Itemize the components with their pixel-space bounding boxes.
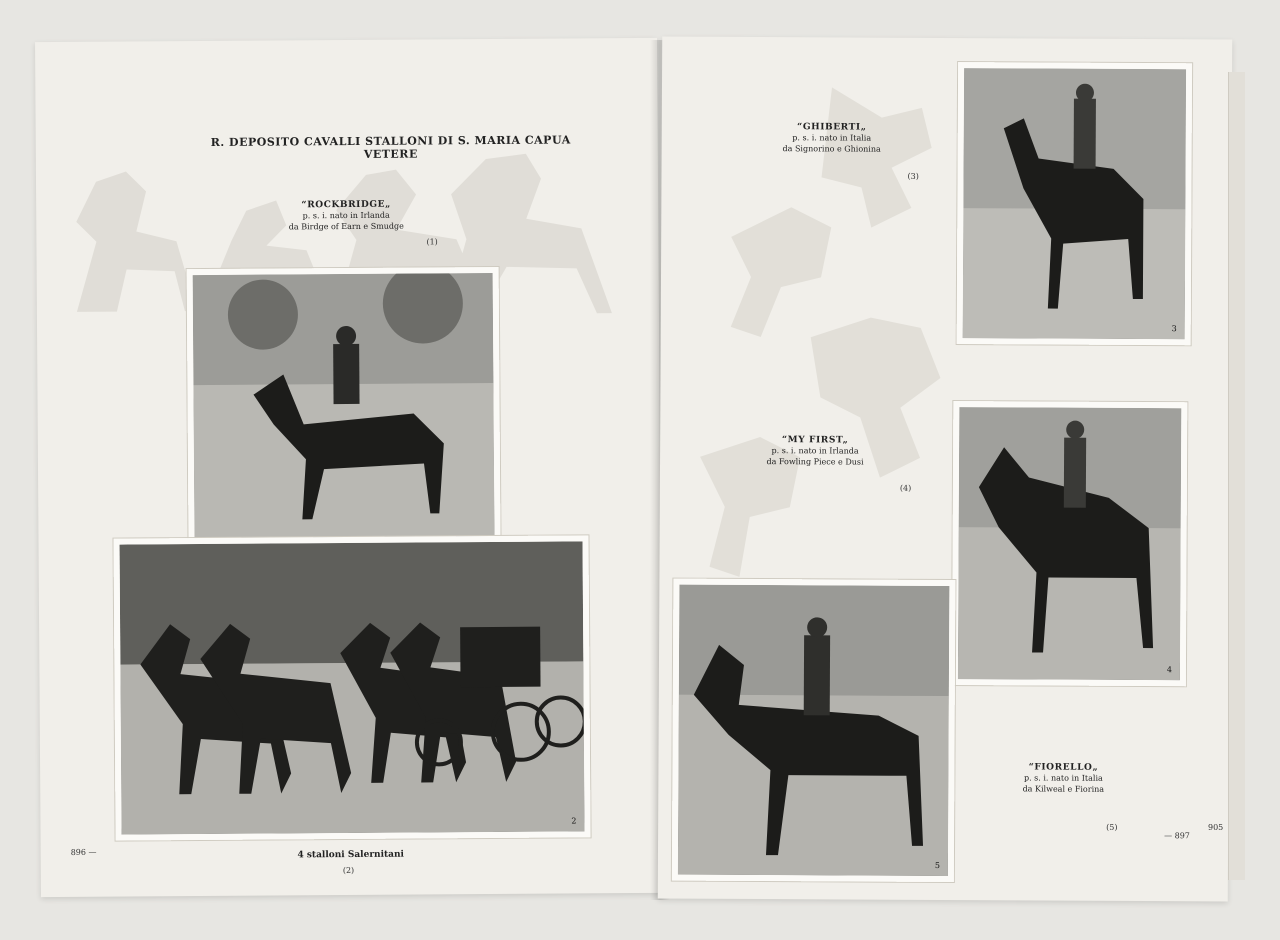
left-page [35, 38, 663, 897]
photo-number: 3 [1171, 324, 1177, 334]
photo-my-first [952, 401, 1187, 686]
caption-ghiberti [737, 122, 927, 155]
carriage-illustration [120, 541, 585, 834]
caption-title: “GHIBERTI„ [797, 122, 867, 133]
page-heading: R. DEPOSITO CAVALLI STALLONI DI S. MARIA CAPUA VETERE [210, 133, 571, 161]
caption-my-first [720, 435, 910, 468]
caption-line: da Birdge of Earn e Smudge [288, 221, 404, 232]
caption-line: p. s. i. nato in Italia [792, 133, 872, 143]
right-page [658, 37, 1233, 902]
page-edge [1228, 72, 1245, 880]
horse-rider-illustration [678, 585, 950, 876]
photo-number: 5 [934, 860, 940, 870]
caption-rockbridge [246, 199, 446, 232]
caption-line: da Fowling Piece e Dusi [766, 457, 864, 467]
caption-fiorello [968, 762, 1158, 795]
caption-title: “MY FIRST„ [781, 435, 849, 446]
caption-title: “ROCKBRIDGE„ [301, 199, 391, 211]
caption-number: (1) [426, 237, 438, 247]
photo-rockbridge [187, 267, 501, 561]
horse-rider-illustration [958, 407, 1181, 680]
caption-line: p. s. i. nato in Italia [1023, 773, 1103, 783]
photo-ghiberti [957, 62, 1192, 345]
caption-number: (5) [1106, 822, 1118, 832]
photo-fiorello [672, 579, 956, 882]
caption-line: da Signorino e Ghionina [782, 144, 881, 154]
horse-rider-illustration [193, 273, 495, 555]
caption-line: da Kilweal e Fiorina [1022, 784, 1105, 794]
page-number-left: 896 — [70, 847, 97, 857]
caption-title: “FIORELLO„ [1028, 762, 1099, 773]
edge-page-number: 905 [1208, 823, 1224, 832]
footer-caption: 4 stalloni Salernitani [297, 849, 405, 861]
caption-line: p. s. i. nato in Irlanda [302, 210, 390, 221]
photo-number: 4 [1166, 665, 1172, 675]
horse-rider-illustration [963, 68, 1186, 339]
photo-four-stallions [113, 535, 590, 840]
caption-number: (3) [907, 171, 919, 181]
photo-number: 2 [571, 816, 577, 826]
page-number-right: — 897 [1164, 831, 1190, 841]
footer-number: (2) [342, 865, 355, 876]
caption-number: (4) [899, 483, 912, 493]
caption-line: p. s. i. nato in Irlanda [771, 446, 859, 456]
